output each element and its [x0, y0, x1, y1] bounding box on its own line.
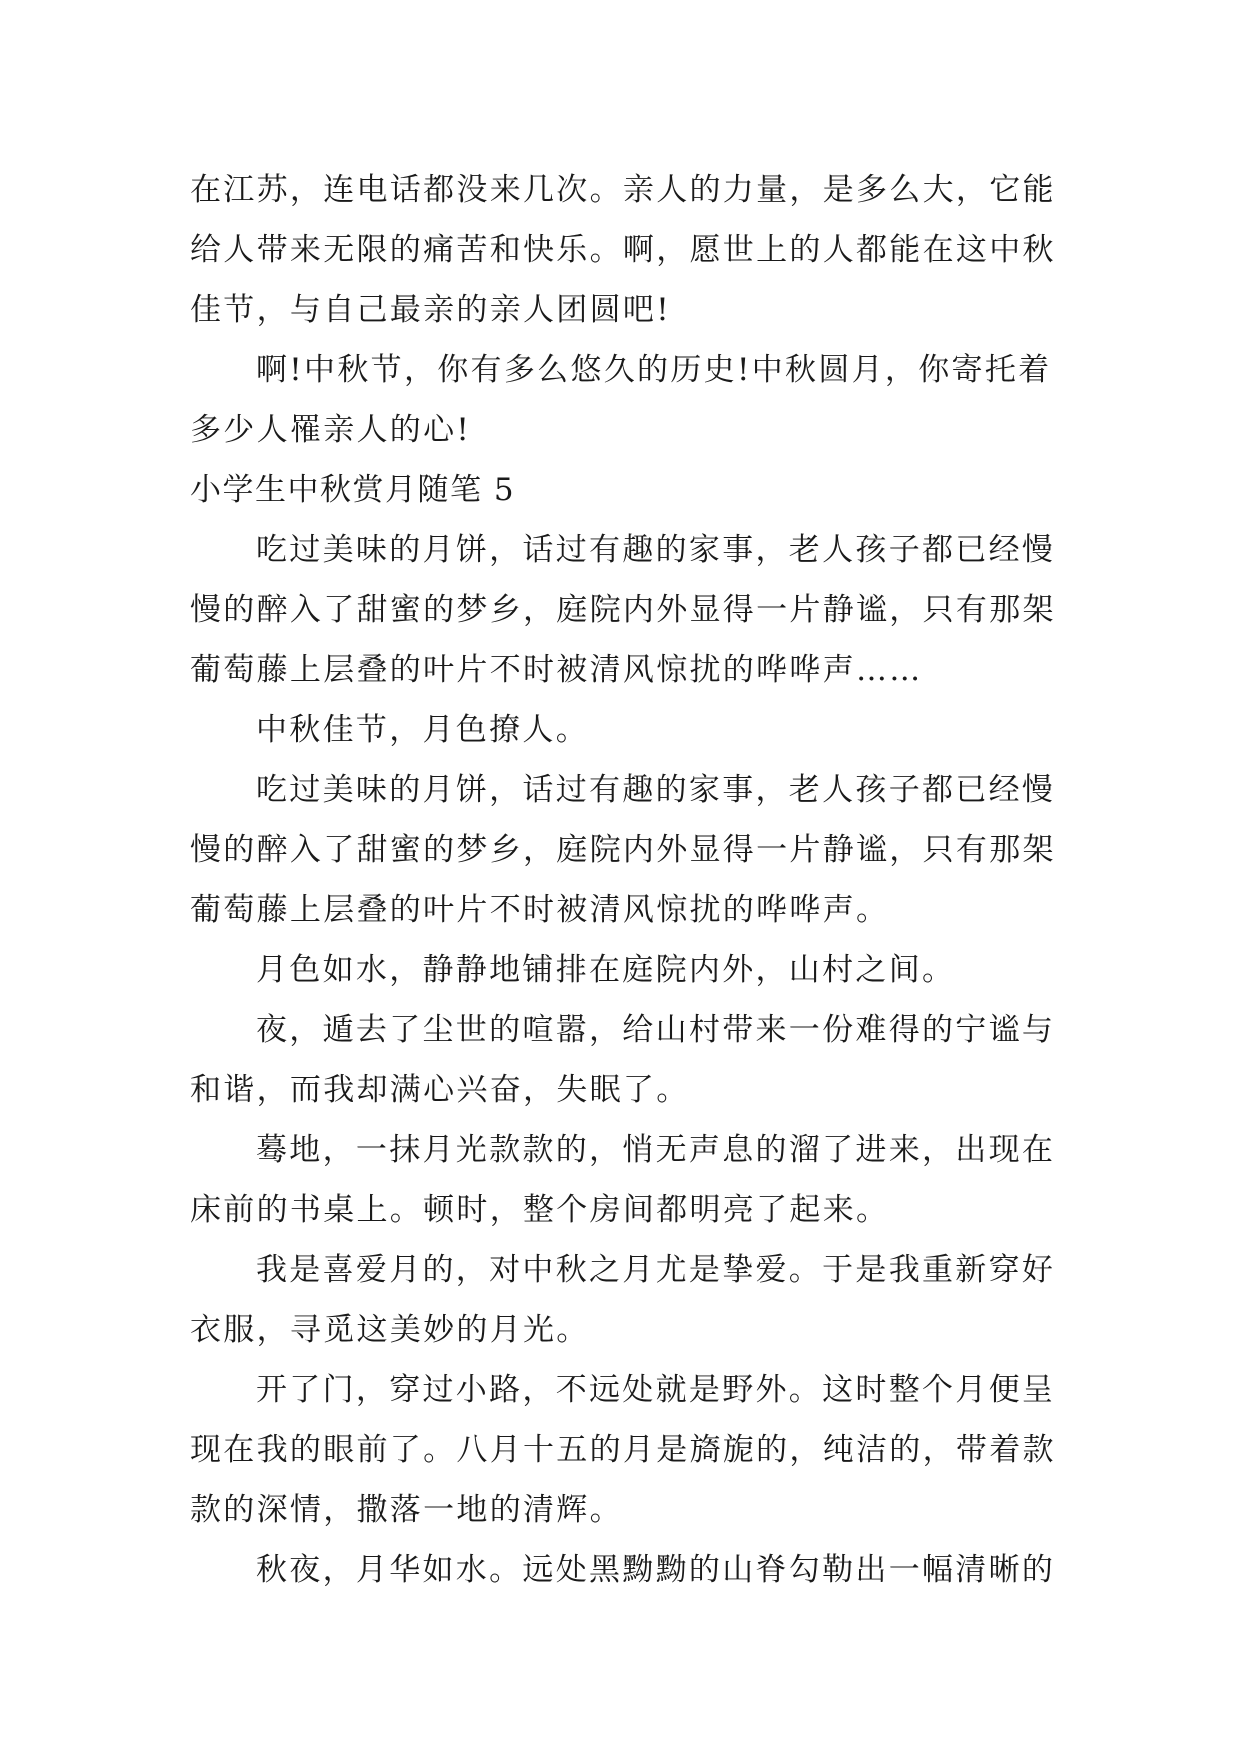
paragraph-start: 中秋佳节，月色撩人。 [256, 712, 589, 748]
text-line: 衣服，寻觅这美妙的月光。 [190, 1312, 590, 1348]
text-line: 款的深情，撒落一地的清辉。 [190, 1492, 623, 1528]
text-line: 和谐，而我却满心兴奋，失眠了。 [190, 1072, 690, 1108]
paragraph-start: 吃过美味的月饼，话过有趣的家事，老人孩子都已经慢 [256, 532, 1056, 568]
text-line: 佳节，与自己最亲的亲人团圆吧! [190, 292, 671, 328]
text-line: 在江苏，连电话都没来几次。亲人的力量，是多么大，它能 [190, 172, 1056, 208]
text-line: 慢的醉入了甜蜜的梦乡，庭院内外显得一片静谧，只有那架 [190, 832, 1056, 868]
text-line: 床前的书桌上。顿时，整个房间都明亮了起来。 [190, 1192, 890, 1228]
document-page [190, 160, 1056, 1600]
text-line: 多少人罹亲人的心! [190, 412, 472, 448]
paragraph-start: 吃过美味的月饼，话过有趣的家事，老人孩子都已经慢 [256, 772, 1056, 808]
paragraph-start: 夜，遁去了尘世的喧嚣，给山村带来一份难得的宁谧与 [256, 1012, 1056, 1048]
paragraph-start: 月色如水，静静地铺排在庭院内外，山村之间。 [256, 952, 956, 988]
text-line: 现在我的眼前了。八月十五的月是旖旎的，纯洁的，带着款 [190, 1432, 1056, 1468]
section-heading: 小学生中秋赏月随笔 5 [190, 472, 516, 508]
text-line: 给人带来无限的痛苦和快乐。啊，愿世上的人都能在这中秋 [190, 232, 1056, 268]
text-line: 慢的醉入了甜蜜的梦乡，庭院内外显得一片静谧，只有那架 [190, 592, 1056, 628]
paragraph-start: 我是喜爱月的，对中秋之月尤是挚爱。于是我重新穿好 [256, 1252, 1056, 1288]
paragraph-start: 啊!中秋节，你有多么悠久的历史!中秋圆月，你寄托着 [256, 352, 1052, 388]
paragraph-start: 蓦地，一抹月光款款的，悄无声息的溜了进来，出现在 [256, 1132, 1056, 1168]
text-line: 葡萄藤上层叠的叶片不时被清风惊扰的哗哗声…… [190, 652, 923, 688]
paragraph-start: 秋夜，月华如水。远处黑黝黝的山脊勾勒出一幅清晰的 [256, 1552, 1056, 1588]
text-line: 葡萄藤上层叠的叶片不时被清风惊扰的哗哗声。 [190, 892, 890, 928]
paragraph-start: 开了门，穿过小路，不远处就是野外。这时整个月便呈 [256, 1372, 1056, 1408]
